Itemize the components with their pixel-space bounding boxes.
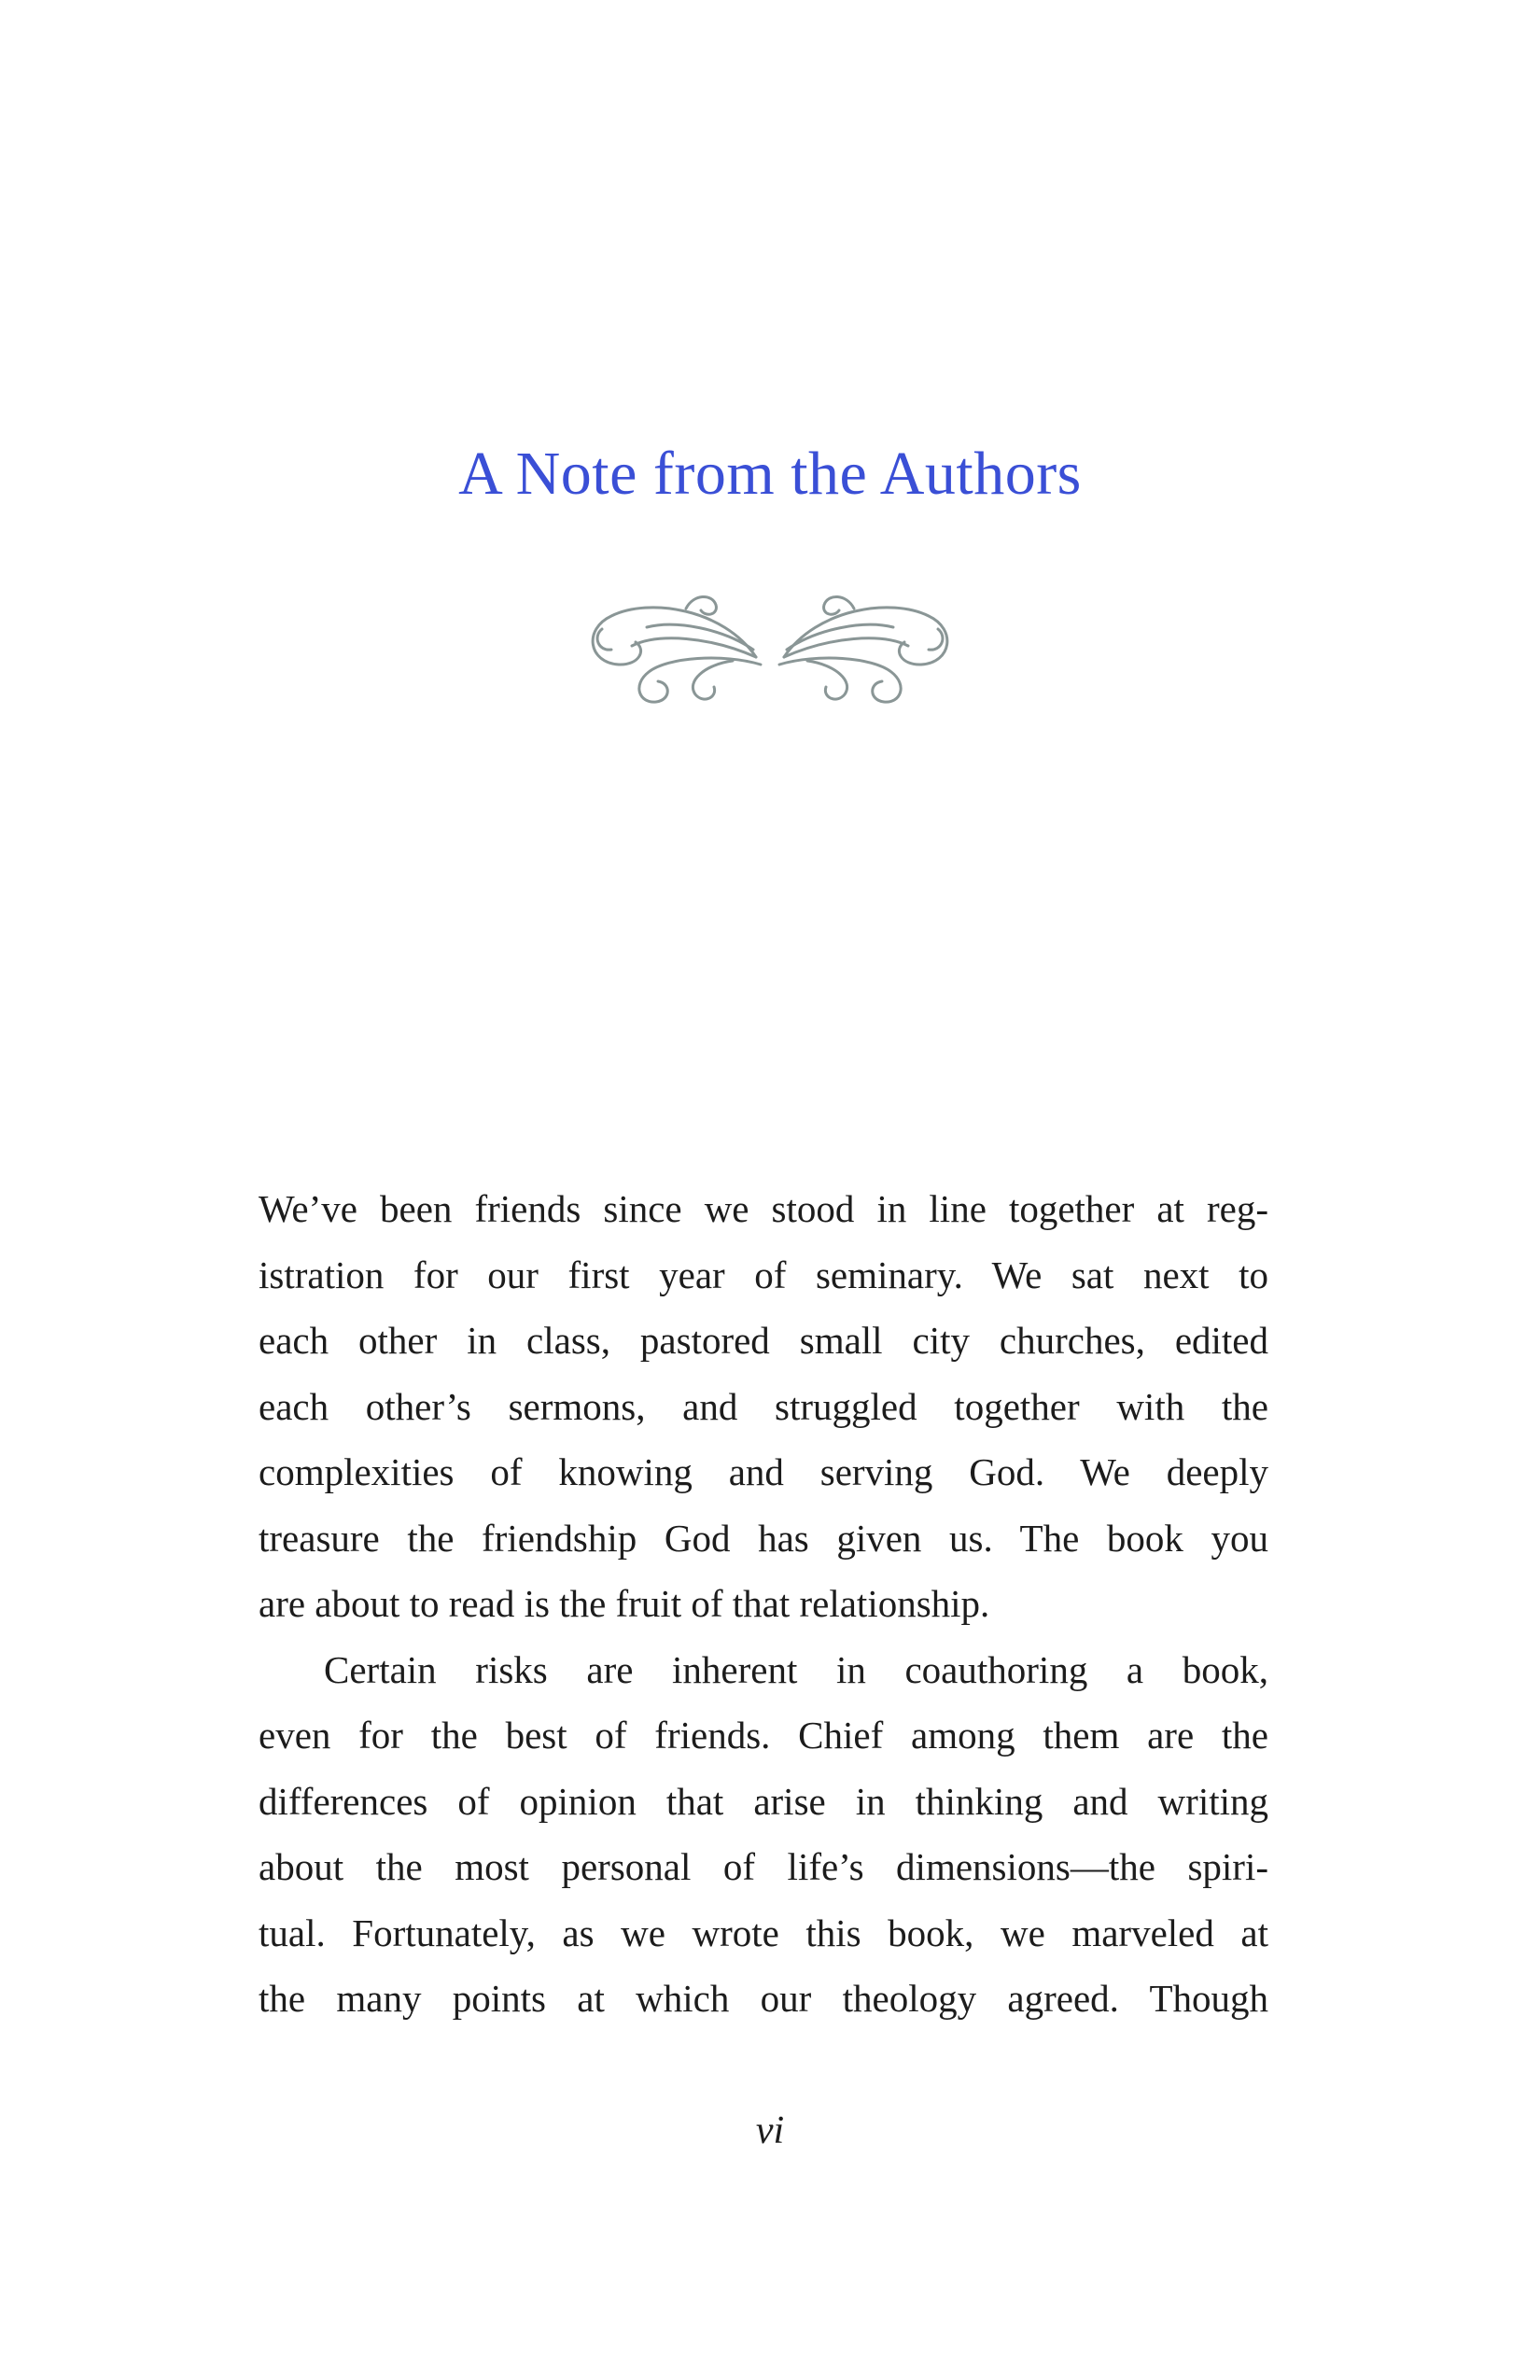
left-flourish (593, 596, 761, 702)
text-line: about the most personal of life’s dimensions—the spiri- (259, 1845, 1268, 1888)
text-line: even for the best of friends. Chief among them are the (259, 1714, 1268, 1757)
text-line: We’ve been friends since we stood in line together at reg- (259, 1187, 1268, 1230)
text-line: differences of opinion that arise in thinking and writing (259, 1779, 1268, 1823)
text-line: tual. Fortunately, as we wrote this book, we marveled at (259, 1911, 1268, 1954)
body-text (259, 1176, 1268, 2032)
paragraph-1 (259, 1176, 1268, 1637)
text-line: treasure the friendship God has given us. The book you (259, 1516, 1268, 1560)
text-line: the many points at which our theology agreed. Though (259, 1977, 1268, 2020)
scroll-flourish-icon (546, 571, 994, 711)
text-line: istration for our first year of seminary. We sat next to (259, 1253, 1268, 1296)
text-line: each other’s sermons, and struggled together with the (259, 1384, 1268, 1428)
page-number: vi (755, 2109, 785, 2152)
paragraph-2 (259, 1637, 1268, 2032)
chapter-title: A Note from the Authors (458, 440, 1082, 508)
text-line: each other in class, pastored small city churches, edited (259, 1319, 1268, 1362)
text-line: Certain risks are inherent in coauthoring a book, (324, 1647, 1268, 1691)
text-line: complexities of knowing and serving God. We deeply (259, 1450, 1268, 1493)
right-flourish (779, 596, 947, 702)
text-line: are about to read is the fruit of that relationship. (259, 1582, 990, 1625)
